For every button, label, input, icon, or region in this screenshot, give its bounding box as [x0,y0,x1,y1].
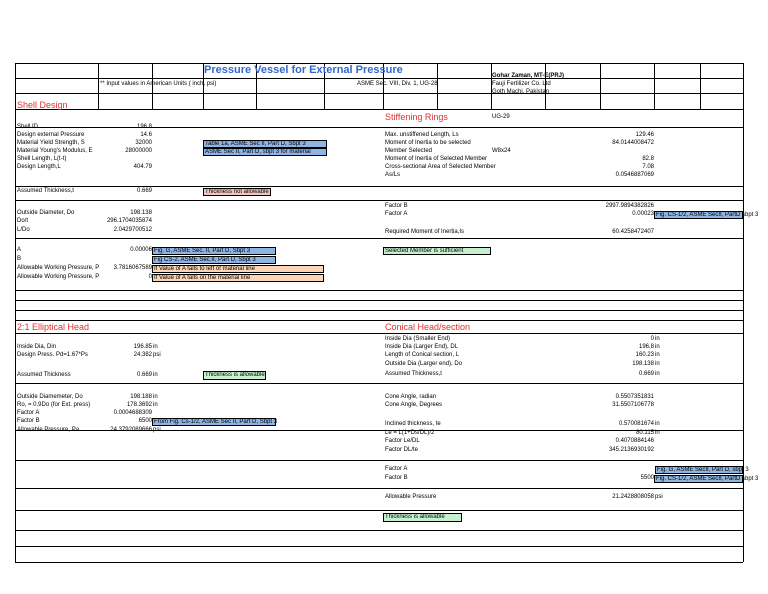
stiff-row-label: Cross-sectional Area of Selected Member [385,164,496,170]
conic-calc-value: 0.4070884146 [615,438,654,444]
stiff-factor-b-label: Factor B [385,203,408,209]
conic-thickness-status: Thickness is allowable [383,513,462,522]
author-name: Gohar Zaman, MT-E(PRJ) [492,73,565,79]
required-inertia-value: 60.4258472407 [612,229,654,235]
conic-factor-b-label: Factor B [385,475,408,481]
youngs-modulus-reference: ASME Sec II, Part D, sbpt 3 for material [203,148,327,156]
conic-calc-label: Factor DL/te [385,447,419,453]
member-selected-value[interactable]: W8x24 [492,148,511,154]
shell-factor-a-label: A [17,247,22,253]
conic-row-unit: in [655,344,660,350]
shell-row-label: Material Yield Strength, S [17,140,85,146]
shell-calc-value: 198.138 [130,210,152,216]
conic-row-label: Outside Dia (Larger end), Do [385,361,463,367]
ellip-calc-value: 24.3792089666 [110,427,152,433]
conic-row-unit: in [655,336,660,342]
company-name: Fauji Fertilizer Co. Ltd [492,81,551,87]
conic-row-unit: in [655,352,660,358]
conical-head-heading: Conical Head/section [385,322,471,332]
allowable-pressure-condition: If Value of A falls to left of material line [152,265,324,273]
code-reference: ASME Sec. VIII, Div. 1, UG-28 [357,81,438,87]
allowable-pressure-value: 3.7816067589 [113,265,152,271]
shell-row-value[interactable]: 196.8 [136,124,152,130]
shell-factor-a-value[interactable]: 0.00006 [130,247,152,253]
conic-calc-label: Factor Le/DL [385,438,420,444]
conic-calc-label: Inclined thickness, te [385,421,441,427]
conic-factor-b-reference: Fig. CS-1/2, ASME SecII, PartD sbpt 3 [656,476,759,482]
shell-calc-value: 2.0429700512 [113,227,152,233]
stiff-row-label: Max. unstiffened Length, Ls [385,132,459,138]
conic-row-value[interactable]: 0.669 [638,371,654,377]
shell-row-label: Shell ID [17,124,39,130]
company-location: Goth Machi, Pakistan [492,89,550,95]
input-units-note: ** Input values in American Units ( inch, psi) [100,81,217,87]
stiffening-reference: UG-29 [492,114,510,120]
conic-calc-unit: in [655,430,660,436]
ellip-row-label: Design Press. Pd=1.67*Ps [17,352,88,358]
ellip-thickness-status: Thickness is allowable [205,372,265,378]
ellip-assumed-thickness-unit: in [153,372,158,378]
ellip-factor-b-reference: From Fig. Cs-1/2, ASME Sec II, Part D, Sbpt 3 [154,419,278,425]
stiff-factor-a-label: Factor A [385,211,408,217]
ellip-row-value[interactable]: 196.85 [133,344,152,350]
shell-factor-b-reference: Fig CS-2, ASME Sec.II, Part D, Sbpt 3 [152,256,276,264]
conic-calc-value: 0.570081674 [618,421,654,427]
cone-angle-value: 31.5507106778 [612,402,654,408]
allowable-pressure-label: Allowable Working Pressure, P [17,274,100,280]
ellip-row-label: Inside Dia, Din [17,344,57,350]
conic-row-unit: in [655,371,660,377]
ellip-calc-unit: in [153,402,158,408]
required-inertia-label: Required Moment of Inertia,Is [385,229,465,235]
ellip-calc-value[interactable]: 6500 [138,418,152,424]
shell-assumed-thickness-value[interactable]: 0.669 [136,188,152,194]
shell-row-label: Material Young's Modulus, E [17,148,93,154]
conic-row-unit: in [655,361,660,367]
yield-strength-reference: Table 1a, ASME Sec II, Part D, Sbpt 3 [203,140,327,148]
conic-factor-a-label: Factor A [385,466,408,472]
conic-calc-value: 345.2136930192 [608,447,654,453]
stiff-factor-b-value: 2997.9894382826 [605,203,654,209]
shell-row-value[interactable]: 14.6 [140,132,152,138]
shell-factor-a-reference: Fig. G, ASME Sec. II, Part D, Sbpt 3 [152,247,276,255]
shell-row-label: Shell Length, L(t-t) [17,156,67,162]
allowable-pressure-value: 0 [148,274,152,280]
conic-calc-value: 80.115 [636,430,654,436]
shell-row-value[interactable]: 404.79 [133,164,152,170]
conic-row-label: Inside Dia (Smaller End) [385,336,451,342]
shell-calc-label: Outside Diameter, Do [17,210,75,216]
ellip-calc-value: 0.0004688309 [113,410,152,416]
stiff-row-label: As/Ls [385,172,401,178]
shell-thickness-status: Thickness not allowable [203,188,271,196]
ellip-calc-unit: psi [153,427,161,433]
ellip-row-value[interactable]: 24.382 [133,352,152,358]
shell-calc-value: 296.1704035874 [106,218,152,224]
conic-row-label: Length of Conical section, L [385,352,460,358]
cone-angle-label: Cone Angle, radian [385,394,437,400]
conic-calc-unit: in [655,421,660,427]
conic-row-value[interactable]: 160.23 [635,352,654,358]
conic-factor-b-value[interactable]: 5500 [640,475,654,481]
stiff-row-label: Moment of Inertia of Selected Member [385,156,488,162]
ellip-calc-label: Ro, = 0.9Do (for Ext. press) [17,402,91,408]
stiff-row-value[interactable]: 7.08 [642,164,654,170]
allowable-pressure-condition: If Value of A falls on the material line [152,274,324,282]
shell-row-label: Design Length,L [17,164,61,170]
conic-allowable-pressure-unit: psi [655,494,663,500]
conic-row-label: Assumed Thickness,t [385,371,442,377]
stiff-row-label: Member Selected [385,148,433,154]
ellip-assumed-thickness-value[interactable]: 0.669 [136,372,152,378]
ellip-calc-label: Factor B [17,418,40,424]
conic-row-label: Inside Dia (Larger End), DL [385,344,459,350]
stiffening-rings-heading: Stiffening Rings [385,112,448,122]
stiff-factor-a-reference: Fig. CS-1/2, ASME SecII, PartD sbpt 3 [656,212,759,218]
page-title: Pressure Vessel for External Pressure [204,64,403,76]
conic-row-value[interactable]: 0 [650,336,654,342]
shell-calc-label: Do/t [17,218,29,224]
conic-row-value[interactable]: 198.138 [632,361,654,367]
conic-row-value[interactable]: 196.8 [638,344,654,350]
shell-row-value[interactable]: 32000 [135,140,152,146]
stiff-row-value: 129.46 [635,132,654,138]
shell-factor-b-label: B [17,256,22,262]
stiff-row-value: 0.0546887069 [615,172,654,178]
shell-calc-label: L/Do [17,227,30,233]
conic-factor-a-reference: Fig. G, ASME SecII, Part D, sbpt 3 [657,467,749,473]
member-check-status: Selected Member is sufficient [383,247,491,255]
shell-design-heading: Shell Design [17,100,68,110]
ellip-calc-label: Allowable Pressure, Pa [17,427,80,433]
ellip-row-unit: in [153,344,158,350]
ellip-calc-value: 198.188 [130,394,152,400]
allowable-pressure-label: Allowable Working Pressure, P [17,265,100,271]
cone-angle-value: 0.5507351831 [615,394,654,400]
ellip-calc-value: 178.3692 [126,402,152,408]
stiff-row-label: Moment of Inertia to be selected [385,140,471,146]
ellip-calc-label: Outside Diamemeter, Do [17,394,83,400]
ellip-row-unit: psi [153,352,161,358]
ellip-calc-label: Factor A [17,410,40,416]
elliptical-head-heading: 2:1 Elliptical Head [17,322,90,332]
shell-assumed-thickness-label: Assumed Thickness,t [17,188,74,194]
stiff-row-value: 84.0144008472 [612,140,654,146]
ellip-calc-unit: in [153,394,158,400]
ellip-assumed-thickness-label: Assumed Thickness [17,372,71,378]
shell-row-value[interactable]: 28000000 [125,148,152,154]
conic-calc-label: Le = L(1+Ds/DL)/2 [385,430,435,436]
shell-row-label: Design external Pressure [17,132,85,138]
conic-allowable-pressure-value: 21.2428808058 [612,494,654,500]
stiff-row-value[interactable]: 82.8 [642,156,654,162]
stiff-factor-a-value[interactable]: 0.00023 [632,211,654,217]
cone-angle-label: Cone Angle, Degrees [385,402,443,408]
conic-allowable-pressure-label: Allowable Pressure [385,494,437,500]
